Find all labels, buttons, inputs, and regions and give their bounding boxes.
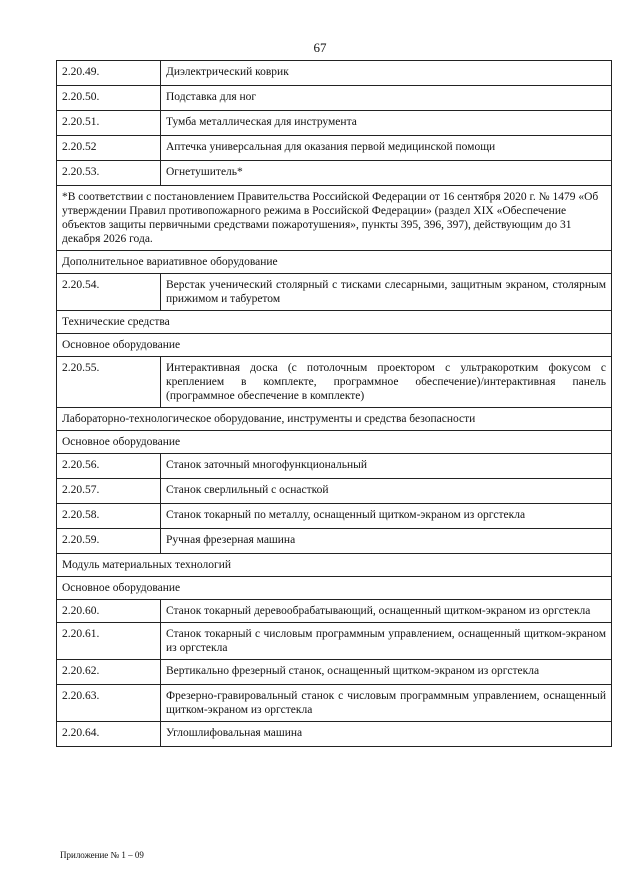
item-description: Станок заточный многофункциональный	[161, 454, 612, 479]
item-description: Верстак ученический столярный с тисками слесарными, защитным экраном, столярным прижимом и табуретом	[161, 274, 612, 311]
table-row	[57, 111, 612, 136]
section-row	[57, 311, 612, 334]
table-row	[57, 623, 612, 660]
item-number: 2.20.56.	[57, 454, 161, 479]
table-row	[57, 600, 612, 623]
item-number: 2.20.49.	[57, 61, 161, 86]
table-row	[57, 61, 612, 86]
item-number: 2.20.62.	[57, 660, 161, 685]
item-description: Станок токарный деревообрабатывающий, оснащенный щитком-экраном из оргстекла	[161, 600, 612, 623]
item-description: Интерактивная доска (с потолочным проектором с ультракоротким фокусом с креплением в комплекте, программное обеспечение)/интерактивная панель (программное обеспечение в комплекте)	[161, 357, 612, 408]
item-number: 2.20.50.	[57, 86, 161, 111]
section-heading: Основное оборудование	[57, 431, 612, 454]
item-description: Станок сверлильный с оснасткой	[161, 479, 612, 504]
table-row	[57, 479, 612, 504]
table-row	[57, 529, 612, 554]
item-description: Ручная фрезерная машина	[161, 529, 612, 554]
item-description: Станок токарный по металлу, оснащенный щитком-экраном из оргстекла	[161, 504, 612, 529]
section-row	[57, 334, 612, 357]
equipment-table	[56, 60, 612, 747]
table-row	[57, 454, 612, 479]
item-number: 2.20.60.	[57, 600, 161, 623]
footnote-row	[57, 186, 612, 251]
table-row	[57, 86, 612, 111]
item-description: Углошлифовальная машина	[161, 722, 612, 747]
section-heading: Модуль материальных технологий	[57, 554, 612, 577]
item-number: 2.20.55.	[57, 357, 161, 408]
item-description: Диэлектрический коврик	[161, 61, 612, 86]
section-heading: Технические средства	[57, 311, 612, 334]
item-description: Огнетушитель*	[161, 161, 612, 186]
item-description: Вертикально фрезерный станок, оснащенный щитком-экраном из оргстекла	[161, 660, 612, 685]
item-number: 2.20.54.	[57, 274, 161, 311]
page-footer: Приложение № 1 – 09	[60, 850, 144, 860]
item-number: 2.20.61.	[57, 623, 161, 660]
section-heading: Лабораторно-технологическое оборудование, инструменты и средства безопасности	[57, 408, 612, 431]
table-row	[57, 660, 612, 685]
table-row	[57, 685, 612, 722]
item-description: Станок токарный с числовым программным управлением, оснащенный щитком-экраном из оргстекла	[161, 623, 612, 660]
section-row	[57, 577, 612, 600]
item-number: 2.20.58.	[57, 504, 161, 529]
item-number: 2.20.52	[57, 136, 161, 161]
item-number: 2.20.59.	[57, 529, 161, 554]
item-number: 2.20.63.	[57, 685, 161, 722]
item-number: 2.20.51.	[57, 111, 161, 136]
section-row	[57, 431, 612, 454]
item-number: 2.20.57.	[57, 479, 161, 504]
table-row	[57, 274, 612, 311]
section-heading: Основное оборудование	[57, 577, 612, 600]
section-row	[57, 554, 612, 577]
item-description: Аптечка универсальная для оказания первой медицинской помощи	[161, 136, 612, 161]
section-heading: Дополнительное вариативное оборудование	[57, 251, 612, 274]
table-row	[57, 357, 612, 408]
fire-safety-footnote: *В соответствии с постановлением Правительства Российской Федерации от 16 сентября 2020 г. № 1479 «Об утверждении Правил противопожарного режима в Российской Федерации» (раздел XIX «Обеспечение объектов защиты первичными средствами пожаротушения», пункты 395, 396, 397), действующим до 31 декабря 2026 года.	[57, 186, 612, 251]
section-row	[57, 251, 612, 274]
table-row	[57, 136, 612, 161]
table-row	[57, 161, 612, 186]
item-description: Фрезерно-гравировальный станок с числовым программным управлением, оснащенный щитком-экраном из оргстекла	[161, 685, 612, 722]
item-description: Подставка для ног	[161, 86, 612, 111]
section-heading: Основное оборудование	[57, 334, 612, 357]
table-row	[57, 504, 612, 529]
item-description: Тумба металлическая для инструмента	[161, 111, 612, 136]
table-row	[57, 722, 612, 747]
item-number: 2.20.53.	[57, 161, 161, 186]
section-row	[57, 408, 612, 431]
page-number: 67	[313, 40, 327, 55]
item-number: 2.20.64.	[57, 722, 161, 747]
